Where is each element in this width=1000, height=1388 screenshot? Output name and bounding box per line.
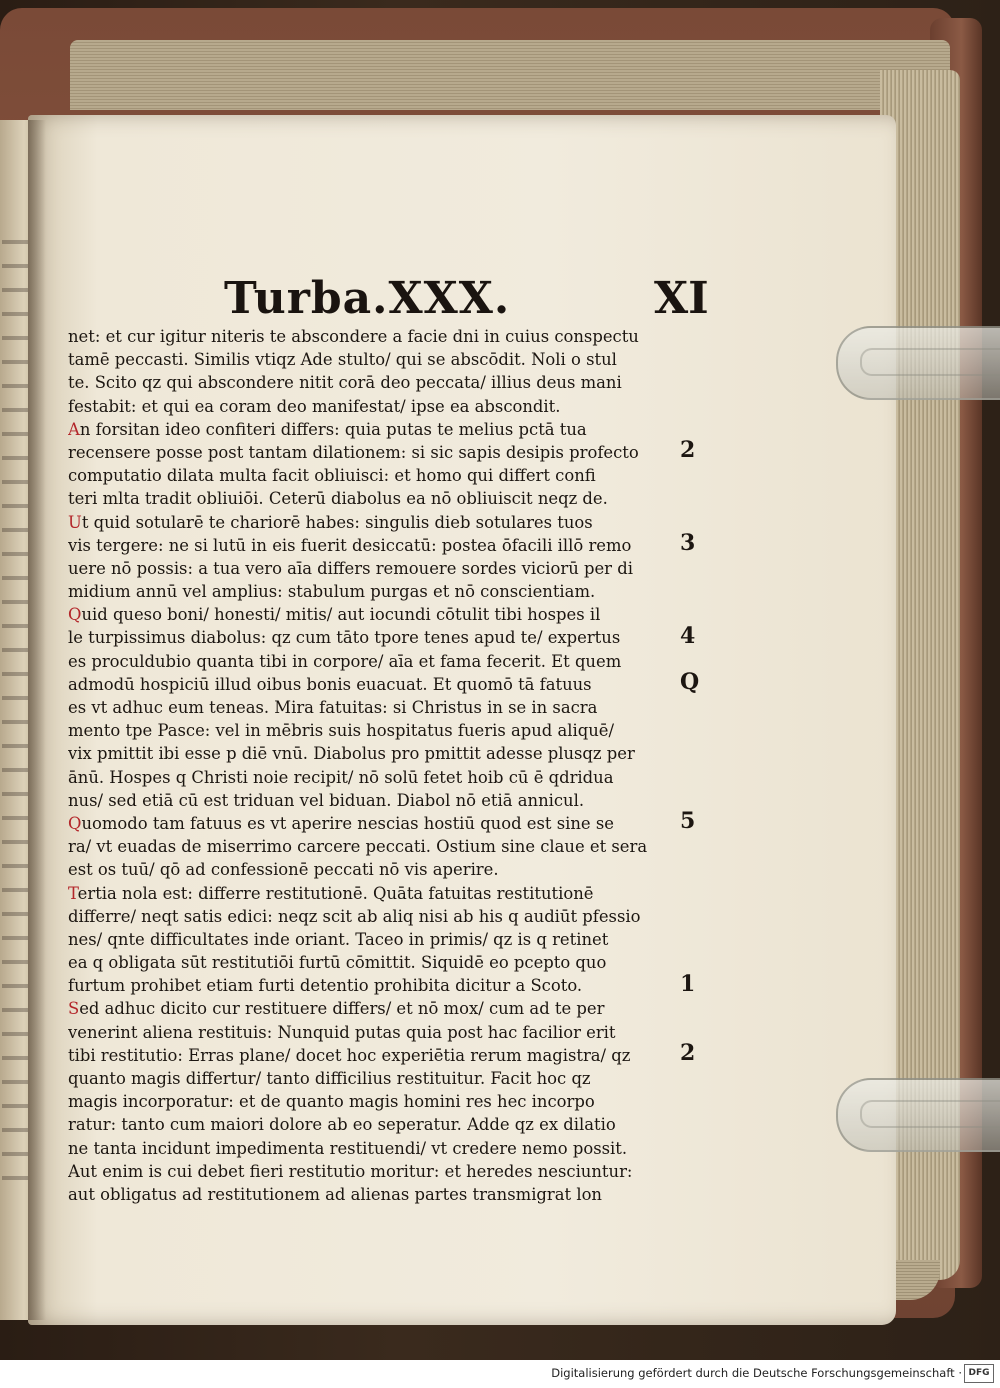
text-line: Quid queso boni/ honesti/ mitis/ aut iocundi cōtulit tibi hospes il <box>68 605 601 625</box>
text-line: magis incorporatur: et de quanto magis homini res hec incorpo <box>68 1092 595 1112</box>
text-line: le turpissimus diabolus: qz cum tāto tpore tenes apud te/ expertus <box>68 628 621 648</box>
folio-number: XI <box>654 273 709 324</box>
text-line: ratur: tanto cum maiori dolore ab eo seperatur. Adde qz ex dilatio <box>68 1115 616 1135</box>
margin-note: 4 <box>680 622 696 649</box>
running-head: Turba.XXX. <box>224 273 511 324</box>
book-clamp-lower <box>836 1078 1000 1152</box>
page-block-top-edge <box>70 40 950 110</box>
text-block <box>68 325 696 1206</box>
text-line: ne tanta incidunt impedimenta restituendi/ vt credere nemo possit. <box>68 1138 628 1158</box>
text-line: admodū hospiciū illud oibus bonis euacuat. Et quomō tā fatuus <box>68 674 592 694</box>
text-line: computatio dilata multa facit obliuisci: et homo qui differt confi <box>68 466 596 486</box>
margin-note: 3 <box>680 529 696 556</box>
funding-notice: Digitalisierung gefördert durch die Deutsche Forschungsgemeinschaft · <box>551 1366 962 1380</box>
text-line: est os tuū/ qō ad confessionē peccati nō vis aperire. <box>68 860 499 880</box>
text-line: mento tpe Pasce: vel in mēbris suis hospitatus fueris apud aliquē/ <box>68 721 614 741</box>
text-line: recensere posse post tantam dilationem: si sic sapis desipis profecto <box>68 442 639 462</box>
text-line: ea q obligata sūt restitutiōi furtū cōmittit. Siquidē eo pcepto quo <box>68 953 607 973</box>
text-line: nus/ sed etiā cū est triduan vel biduan. Diabol nō etiā annicul. <box>68 790 585 810</box>
footer-bar <box>0 1360 1000 1388</box>
text-line: Quomodo tam fatuus es vt aperire nescias hostiū quod est sine se <box>68 813 614 833</box>
text-line: aut obligatus ad restitutionem ad alienas partes transmigrat lon <box>68 1184 602 1204</box>
text-line: ra/ vt euadas de miserrimo carcere peccati. Ostium sine claue et sera <box>68 837 648 857</box>
margin-note: 2 <box>680 1040 696 1067</box>
text-line: Ut quid sotularē te chariorē habes: singulis dieb sotulares tuos <box>68 512 593 532</box>
text-line: es vt adhuc eum teneas. Mira fatuitas: si Christus in se in sacra <box>68 698 598 717</box>
text-line: Sed adhuc dicito cur restituere differs/ et nō mox/ cum ad te per <box>68 999 605 1019</box>
book-clamp-upper <box>836 326 1000 400</box>
margin-note: Q <box>680 669 700 695</box>
text-line: furtum prohibet etiam furti detentio prohibita dicitur a Scoto. <box>68 976 583 996</box>
text-line: festabit: et qui ea coram deo manifestat/ ipse ea abscondit. <box>68 396 561 416</box>
text-line: vis tergere: ne si lutū in eis fuerit desiccatū: postea ōfacili illō remo <box>68 535 632 555</box>
margin-note: 1 <box>680 970 696 997</box>
text-line: Aut enim is cui debet fieri restitutio moritur: et heredes nesciuntur: <box>68 1161 633 1181</box>
text-line: midium annū vel amplius: stabulum purgas et nō conscientiam. <box>68 582 596 602</box>
text-line: venerint aliena restituis: Nunquid putas quia post hac facilior erit <box>68 1022 616 1042</box>
text-line: tibi restitutio: Erras plane/ docet hoc experiētia rerum magistra/ qz <box>68 1045 631 1065</box>
text-line: ānū. Hospes q Christi noie recipit/ nō solū fetet hoib cū ē qdridua <box>68 767 614 787</box>
text-line: teri mlta tradit obliuiōi. Ceterū diabolus ea nō obliuiscit neqz de. <box>68 489 608 509</box>
text-line: quanto magis differtur/ tanto difficilius restituitur. Facit hoc qz <box>68 1069 591 1088</box>
text-line: te. Scito qz qui abscondere nitit corā deo peccata/ illius deus mani <box>68 373 622 393</box>
dfg-logo: DFG <box>964 1364 994 1383</box>
text-line: Tertia nola est: differre restitutionē. Quāta fatuitas restitutionē <box>68 883 594 903</box>
margin-note: 2 <box>680 437 696 463</box>
text-line: An forsitan ideo confiteri differs: quia putas te melius pctā tua <box>68 419 587 439</box>
page-header <box>224 273 724 333</box>
text-line: tamē peccasti. Similis vtiqz Ade stulto/ qui se abscōdit. Noli o stul <box>68 350 617 370</box>
text-line: es proculdubio quanta tibi in corpore/ aīa et fama fecerit. Et quem <box>68 651 622 671</box>
text-line: nes/ qnte difficultates inde oriant. Taceo in primis/ qz is q retinet <box>68 929 609 949</box>
text-line: vix pmittit ibi esse p diē vnū. Diabolus pro pmittit adesse plusqz per <box>68 744 635 764</box>
recto-page <box>28 115 896 1325</box>
text-line: differre/ neqt satis edici: neqz scit ab aliq nisi ab his q audiūt pfessio <box>68 906 641 926</box>
page-gutter-shadow <box>28 120 46 1320</box>
margin-note: 5 <box>680 808 696 835</box>
text-line: net: et cur igitur niteris te abscondere a facie dni in cuius conspectu <box>68 327 639 346</box>
text-line: uere nō possis: a tua vero aīa differs remouere sordes viciorū per di <box>68 558 633 578</box>
